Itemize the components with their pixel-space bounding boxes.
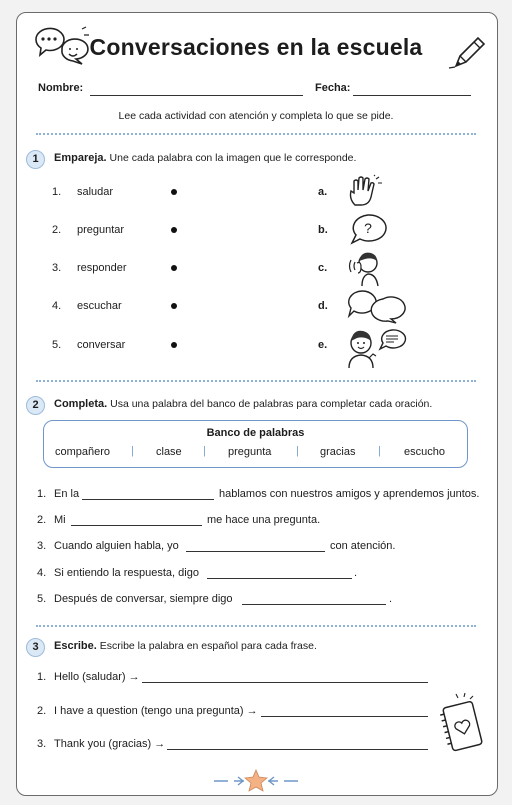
section-3-badge: 3 xyxy=(26,638,45,657)
word-bank-title: Banco de palabras xyxy=(206,427,305,439)
write-number: 2. xyxy=(37,705,47,717)
divider xyxy=(36,625,476,627)
date-field[interactable] xyxy=(353,95,471,96)
name-field[interactable] xyxy=(90,95,303,96)
match-letter: c. xyxy=(318,262,328,274)
sentence-after: . xyxy=(354,567,358,579)
word-bank-separator: | xyxy=(378,445,381,457)
match-number: 1. xyxy=(52,186,62,198)
match-word: saludar xyxy=(77,186,114,198)
sentence-blank[interactable] xyxy=(207,578,352,579)
word-bank-item: escucho xyxy=(404,446,445,458)
listening-person-icon xyxy=(348,250,384,288)
write-prompt: Hello (saludar) → xyxy=(54,671,140,683)
word-bank-item: clase xyxy=(156,446,182,458)
match-number: 3. xyxy=(52,262,62,274)
match-number: 2. xyxy=(52,224,62,236)
date-label: Fecha: xyxy=(315,82,351,94)
word-bank-separator: | xyxy=(131,445,134,457)
write-prompt: I have a question (tengo una pregunta) → xyxy=(54,705,258,717)
section-2-badge: 2 xyxy=(26,396,45,415)
write-answer-line[interactable] xyxy=(261,716,428,717)
child-talking-icon xyxy=(347,328,409,368)
sentence-blank[interactable] xyxy=(186,551,325,552)
write-answer-line[interactable] xyxy=(167,749,428,750)
sentence-blank[interactable] xyxy=(82,499,214,500)
match-letter: a. xyxy=(318,186,328,198)
section-3-instruction: Escribe. Escribe la palabra en español para cada frase. xyxy=(54,640,317,652)
sentence-number: 2. xyxy=(37,514,47,526)
sentence-blank[interactable] xyxy=(71,525,202,526)
word-bank-item: compañero xyxy=(55,446,111,458)
divider xyxy=(36,133,476,135)
speech-bubbles-icon xyxy=(347,289,399,323)
star-ornament-icon xyxy=(212,768,300,794)
match-letter: e. xyxy=(318,339,328,351)
notebook-heart-icon xyxy=(440,694,486,758)
match-number: 4. xyxy=(52,300,62,312)
sentence-number: 1. xyxy=(37,488,47,500)
write-prompt: Thank you (gracias) → xyxy=(54,738,166,750)
word-bank-item: gracias xyxy=(320,446,356,458)
sentence-after: hablamos con nuestros amigos y aprendemos juntos. xyxy=(219,488,480,500)
match-word: conversar xyxy=(77,339,126,351)
sentence-number: 4. xyxy=(37,567,47,579)
section-2-instruction: Completa. Usa una palabra del banco de palabras para completar cada oración. xyxy=(54,398,433,410)
write-number: 1. xyxy=(37,671,47,683)
match-dot[interactable] xyxy=(171,303,177,309)
divider xyxy=(36,380,476,382)
section-1-instruction: Empareja. Une cada palabra con la imagen que le corresponde. xyxy=(54,152,357,164)
sentence-blank[interactable] xyxy=(242,604,386,605)
write-answer-line[interactable] xyxy=(142,682,428,683)
match-word: escuchar xyxy=(77,300,122,312)
sentence-after: con atención. xyxy=(330,540,396,552)
sentence-before: Después de conversar, siempre digo xyxy=(54,593,233,605)
waving-hand-icon xyxy=(347,175,383,209)
sentence-before: En la xyxy=(54,488,80,500)
write-number: 3. xyxy=(37,738,47,750)
sentence-number: 5. xyxy=(37,593,47,605)
match-word: preguntar xyxy=(77,224,125,236)
match-letter: b. xyxy=(318,224,328,236)
match-dot[interactable] xyxy=(171,227,177,233)
match-dot[interactable] xyxy=(171,342,177,348)
sentence-before: Mi xyxy=(54,514,66,526)
match-word: responder xyxy=(77,262,127,274)
match-number: 5. xyxy=(52,339,62,351)
sentence-after: me hace una pregunta. xyxy=(207,514,321,526)
sentence-before: Cuando alguien habla, yo xyxy=(54,540,179,552)
word-bank-item: pregunta xyxy=(228,446,272,458)
question-bubble-icon xyxy=(349,213,387,245)
sentence-before: Si entiendo la respuesta, digo xyxy=(54,567,199,579)
instructions: Lee cada actividad con atención y completa lo que se pide. xyxy=(118,110,394,122)
match-letter: d. xyxy=(318,300,328,312)
match-dot[interactable] xyxy=(171,265,177,271)
sentence-after: . xyxy=(389,593,393,605)
word-bank-separator: | xyxy=(296,445,299,457)
match-dot[interactable] xyxy=(171,189,177,195)
word-bank-separator: | xyxy=(203,445,206,457)
svg-text:?: ? xyxy=(364,220,372,236)
name-label: Nombre: xyxy=(38,82,84,94)
section-1-badge: 1 xyxy=(26,150,45,169)
page-title: Conversaciones en la escuela xyxy=(89,34,423,60)
sentence-number: 3. xyxy=(37,540,47,552)
